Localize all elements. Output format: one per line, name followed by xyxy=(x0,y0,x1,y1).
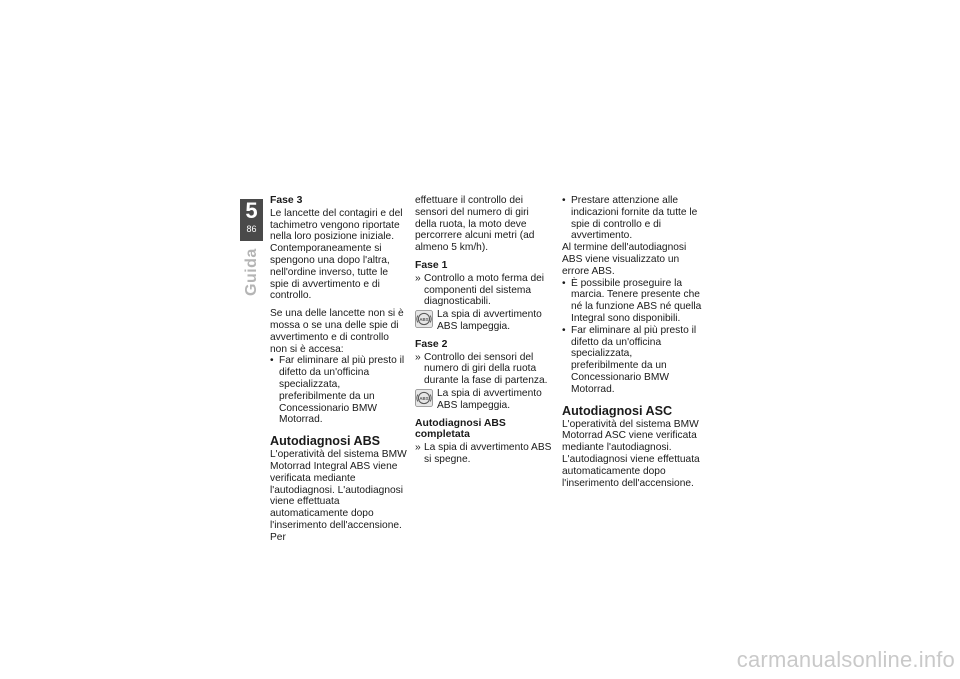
column-1 xyxy=(270,195,408,544)
list-item: • È possibile proseguire la marcia. Tenere presente che né la funzione ABS né quella Integral sono disponibili. xyxy=(562,278,702,325)
list-item: » Controllo a moto ferma dei componenti del sistema diagnosticabili. xyxy=(415,273,553,308)
fase2-steps xyxy=(415,352,553,387)
list-item: » Controllo dei sensori del numero di giri della ruota durante la fase di partenza. xyxy=(415,352,553,387)
abs-completed-heading: Autodiagnosi ABS completata xyxy=(415,417,506,441)
fase1-steps xyxy=(415,273,553,308)
column-3 xyxy=(562,195,702,489)
abs-warning-light-icon xyxy=(415,389,433,407)
bullet-list xyxy=(562,278,702,396)
fase1-warning xyxy=(415,309,553,333)
page-number: 86 xyxy=(246,224,257,234)
abs-error-text: Al termine dell'autodiagnosi ABS viene visualizzato un errore ABS. xyxy=(562,242,687,277)
fase3-text: Le lancette del contagiri e del tachimetro vengono riportate nella loro posizione iniziale. Contemporaneamente si spengono una dopo l'altra, nell'ordine inverso, tutte le spie di avvertimento e di controllo. xyxy=(270,207,403,302)
asc-text: L'operatività del sistema BMW Motorrad ASC viene verificata mediante l'autodiagnosi. L'autodiagnosi viene effettuata automaticamente dopo l'inserimento dell'accensione. xyxy=(562,418,700,489)
warning-text: La spia di avvertimento ABS lampeggia. xyxy=(437,387,542,411)
svg-text:ABS: ABS xyxy=(419,395,429,401)
fase1-heading: Fase 1 xyxy=(415,259,448,271)
fase2-heading: Fase 2 xyxy=(415,338,448,350)
bullet-list xyxy=(270,355,408,426)
warning-text: La spia di avvertimento ABS lampeggia. xyxy=(437,309,542,332)
section-label: Guida xyxy=(243,248,260,296)
fase3-heading: Fase 3 xyxy=(270,195,303,206)
watermark: carmanualsonline.info xyxy=(736,647,955,672)
asc-heading: Autodiagnosi ASC xyxy=(562,403,673,418)
list-item: • Prestare attenzione alle indicazioni fornite da tutte le spie di controllo e di avvertimento. xyxy=(562,195,702,242)
abs-text-continued: effettuare il controllo dei sensori del numero di giri della ruota, la moto deve percorrere alcuni metri (ad almeno 5 km/h). xyxy=(415,195,535,254)
bullet-list xyxy=(562,195,702,242)
list-item: • Far eliminare al più presto il difetto da un'officina specializzata, preferibilmente da un Concessionario BMW Motorrad. xyxy=(270,355,408,426)
chapter-tab xyxy=(240,199,263,241)
abs-text: L'operatività del sistema BMW Motorrad Integral ABS viene verificata mediante l'autodiagnosi. L'autodiagnosi viene effettuata automaticamente dopo l'inserimento dell'accensione. Per xyxy=(270,449,407,543)
column-2 xyxy=(415,195,553,466)
fase2-warning xyxy=(415,388,553,412)
list-item: » La spia di avvertimento ABS si spegne. xyxy=(415,442,553,466)
abs-warning-light-icon xyxy=(415,310,433,328)
chapter-number: 5 xyxy=(245,198,258,223)
completed-steps xyxy=(415,442,553,466)
svg-text:ABS: ABS xyxy=(419,316,429,322)
abs-heading: Autodiagnosi ABS xyxy=(270,434,381,449)
list-item: • Far eliminare al più presto il difetto da un'officina specializzata, preferibilmente da un Concessionario BMW Motorrad. xyxy=(562,325,702,396)
missing-indicator-text: Se una delle lancette non si è mossa o se una delle spie di avvertimento e di controllo non si è accesa: xyxy=(270,308,404,355)
